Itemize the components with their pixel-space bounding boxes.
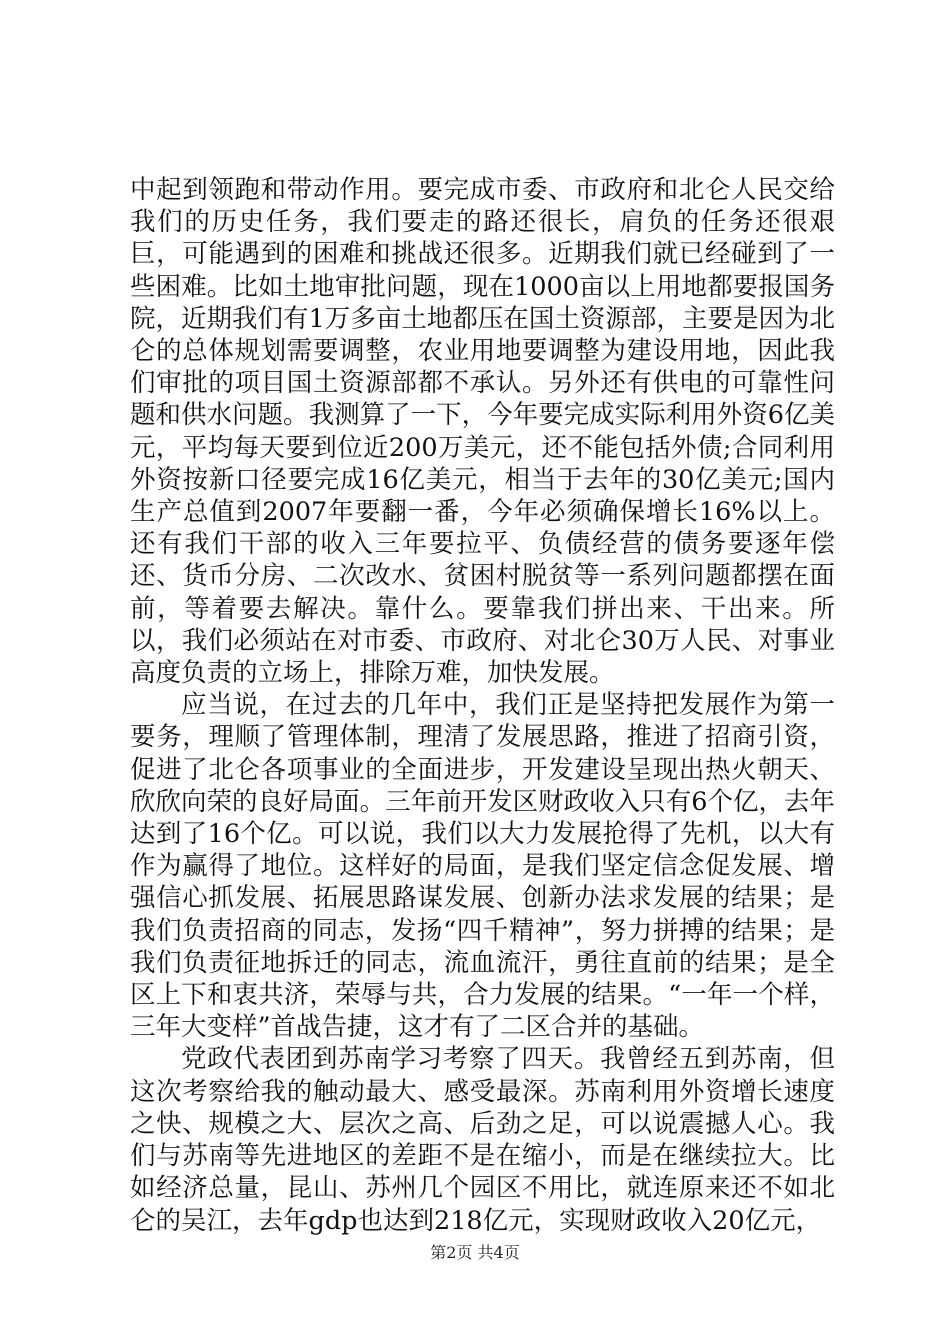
paragraph-3: 党政代表团到苏南学习考察了四天。我曾经五到苏南，但这次考察给我的触动最大、感受最深。苏南利用外资增长速度之快、规模之大、层次之高、后劲之足，可以说震撼人心。我们与苏南等先进地区的差距不是在缩小，而是在继续拉大。比如经济总量，昆山、苏州几个园区不用比，就连原来还不如北仑的吴江，去年gdp也达到218亿元，实现财政收入20亿元， [130,1044,835,1236]
document-body [130,174,835,1237]
paragraph-2: 应当说，在过去的几年中，我们正是坚持把发展作为第一要务，理顺了管理体制，理清了发展思路，推进了招商引资，促进了北仑各项事业的全面进步，开发建设呈现出热火朝天、欣欣向荣的良好局面。三年前开发区财政收入只有6个亿，去年达到了16个亿。可以说，我们以大力发展抢得了先机，以大有作为赢得了地位。这样好的局面，是我们坚定信念促发展、增强信心抓发展、拓展思路谋发展、创新办法求发展的结果；是我们负责招商的同志，发扬“四千精神”，努力拼搏的结果；是我们负责征地拆迁的同志，流血流汗，勇往直前的结果；是全区上下和衷共济，荣辱与共，合力发展的结果。“一年一个样，三年大变样”首战告捷，这才有了二区合并的基础。 [130,690,835,1043]
paragraph-1: 中起到领跑和带动作用。要完成市委、市政府和北仑人民交给我们的历史任务，我们要走的路还很长，肩负的任务还很艰巨，可能遇到的困难和挑战还很多。近期我们就已经碰到了一些困难。比如土地审批问题，现在1000亩以上用地都要报国务院，近期我们有1万多亩土地都压在国土资源部，主要是因为北仑的总体规划需要调整，农业用地要调整为建设用地，因此我们审批的项目国土资源部都不承认。另外还有供电的可靠性问题和供水问题。我测算了一下，今年要完成实际利用外资6亿美元，平均每天要到位近200万美元，还不能包括外债;合同利用外资按新口径要完成16亿美元，相当于去年的30亿美元;国内生产总值到2007年要翻一番，今年必须确保增长16%以上。还有我们干部的收入三年要拉平、负债经营的债务要逐年偿还、货币分房、二次改水、贫困村脱贫等一系列问题都摆在面前，等着要去解决。靠什么。要靠我们拼出来、干出来。所以，我们必须站在对市委、市政府、对北仑30万人民、对事业高度负责的立场上，排除万难，加快发展。 [130,175,835,689]
page-footer: 第2页 共4页 [430,1243,520,1262]
